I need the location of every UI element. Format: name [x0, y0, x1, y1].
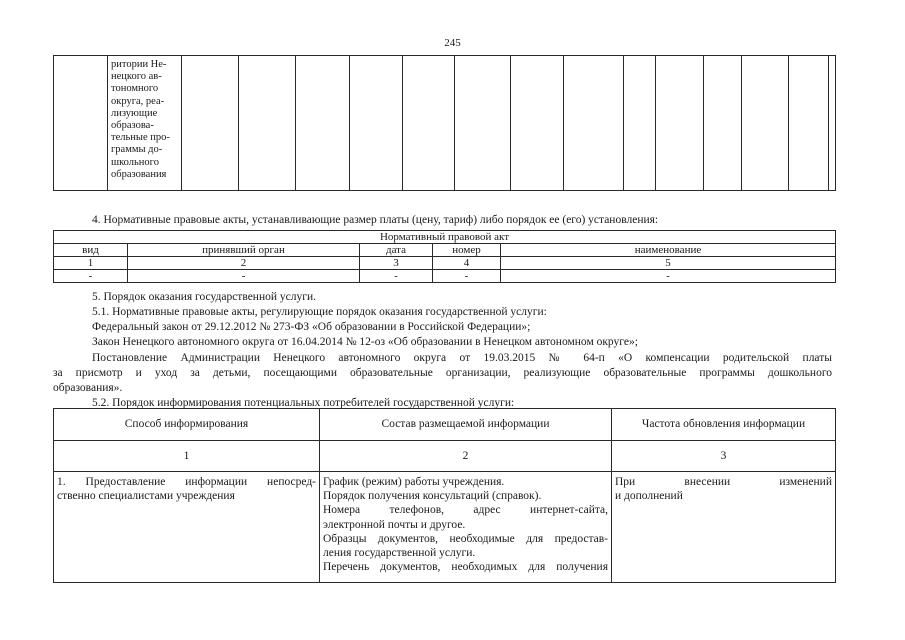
- table-cell: -: [433, 270, 501, 283]
- column-header: Способ информирования: [54, 409, 320, 441]
- table-header-row: [54, 244, 836, 257]
- table-row: [54, 270, 836, 283]
- law-3-line-3: образования».: [53, 382, 123, 394]
- column-header: Состав размещаемой информации: [320, 409, 612, 441]
- table-header-row: [54, 231, 836, 244]
- info-table: [53, 408, 836, 583]
- law-2: Закон Ненецкого автономного округа от 16.04.2014 № 12-оз «Об образовании в Ненецком автономном округе»;: [92, 336, 638, 348]
- table-header-row: [54, 409, 836, 441]
- column-number: 3: [360, 257, 433, 270]
- continuation-cell-line: тономного: [111, 83, 159, 95]
- content-line: Номера телефонов, адрес интернет-сайта,: [323, 504, 608, 517]
- section5-2-title: 5.2. Порядок информирования потенциальных потребителей государственной услуги:: [92, 397, 515, 409]
- continuation-cell-text: [108, 56, 181, 181]
- column-header: номер: [433, 244, 501, 257]
- column-number: 1: [54, 257, 128, 270]
- frequency-line: и дополнений: [615, 490, 683, 503]
- table-cell: -: [360, 270, 433, 283]
- table-row: [54, 257, 836, 270]
- table-cell: -: [128, 270, 360, 283]
- method-line: 1. Предоставление информации непосред-: [57, 476, 316, 488]
- method-cell: [54, 472, 320, 583]
- continuation-cell-line: тельные про-: [111, 132, 170, 144]
- section5-title: 5. Порядок оказания государственной услуги.: [92, 291, 316, 303]
- page-number: 245: [444, 37, 461, 49]
- column-number: 3: [612, 441, 836, 472]
- content-line: Порядок получения консультаций (справок).: [323, 490, 542, 503]
- column-header: принявший орган: [128, 244, 360, 257]
- continuation-cell-line: нецкого ав-: [111, 71, 162, 83]
- continuation-cell-line: образования: [111, 168, 167, 180]
- continuation-table: [53, 55, 836, 191]
- table-cell: [108, 56, 182, 191]
- continuation-cell-line: образова-: [111, 120, 154, 132]
- content-line: График (режим) работы учреждения.: [323, 476, 505, 488]
- column-number: 2: [128, 257, 360, 270]
- continuation-cell-line: школьного: [111, 156, 159, 168]
- section4-title: 4. Нормативные правовые акты, устанавливающие размер платы (цену, тариф) либо порядок ее (его) установления:: [92, 214, 659, 226]
- law-3-line-1: Постановление Администрации Ненецкого автономного округа от 19.03.2015 № 64-п «О компенсации родительской платы: [92, 352, 832, 364]
- column-header: дата: [360, 244, 433, 257]
- normative-acts-table: [53, 230, 836, 283]
- content-line: ления государственной услуги.: [323, 547, 476, 560]
- content-line: электронной почты и другое.: [323, 518, 466, 531]
- content-line: Образцы документов, необходимые для предостав-: [323, 532, 608, 545]
- group-header: Нормативный правовой акт: [54, 231, 836, 244]
- column-number: 1: [54, 441, 320, 472]
- frequency-line: При внесении изменений: [615, 476, 832, 488]
- method-line: ственно специалистами учреждения: [57, 490, 235, 503]
- continuation-cell-line: ритории Не-: [111, 59, 167, 70]
- table-row: [54, 441, 836, 472]
- content-cell: [320, 472, 612, 583]
- column-number: 2: [320, 441, 612, 472]
- content-line: Перечень документов, необходимых для получения: [323, 561, 608, 574]
- table-cell: -: [501, 270, 836, 283]
- column-header: вид: [54, 244, 128, 257]
- column-header: Частота обновления информации: [612, 409, 836, 441]
- law-3-line-2: за присмотр и уход за детьми, посещающими образовательные организации, реализующие образовательные программы дошкольного: [53, 367, 832, 379]
- table-row: [54, 472, 836, 583]
- law-1: Федеральный закон от 29.12.2012 № 273-ФЗ «Об образовании в Российской Федерации»;: [92, 321, 531, 333]
- table-row: [54, 56, 836, 191]
- frequency-cell: [612, 472, 836, 583]
- continuation-cell-line: лизующие: [111, 107, 158, 119]
- table-cell: -: [54, 270, 128, 283]
- column-number: 5: [501, 257, 836, 270]
- column-header: наименование: [501, 244, 836, 257]
- section5-1-title: 5.1. Нормативные правовые акты, регулирующие порядок оказания государственной услуги:: [92, 306, 547, 318]
- continuation-cell-line: граммы до-: [111, 144, 163, 156]
- column-number: 4: [433, 257, 501, 270]
- continuation-cell-line: округа, реа-: [111, 95, 165, 107]
